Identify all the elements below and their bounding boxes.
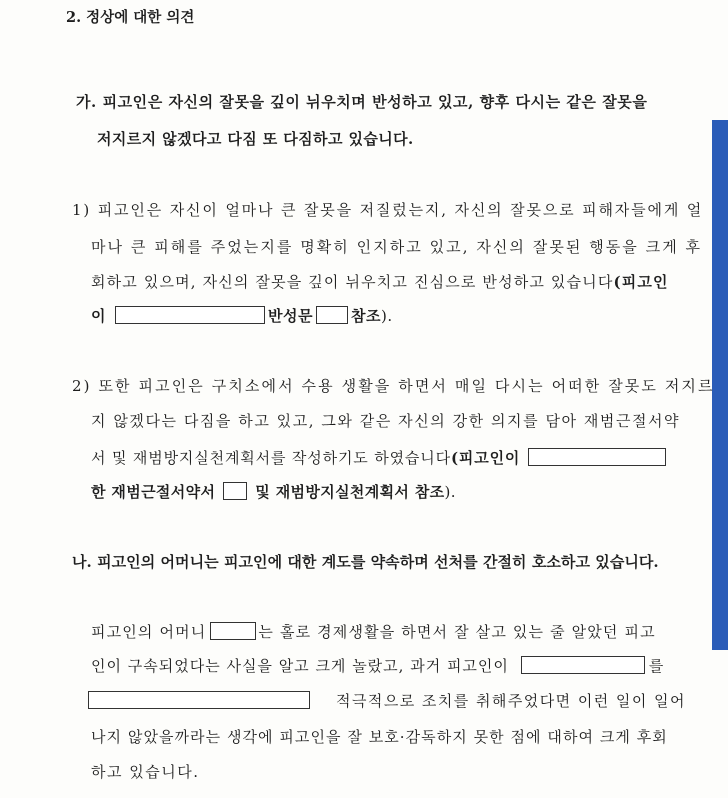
item1-line4-b: 반성문	[268, 307, 313, 325]
item2-line4-b: 및 재범방지실천계획서 참조	[255, 483, 445, 501]
point-ga-line2: 저지르지 않겠다고 다짐 또 다짐하고 있습니다.	[97, 130, 414, 148]
item1-line4-c: 참조	[350, 307, 381, 325]
point-na-line5: 하고 있습니다.	[91, 763, 200, 781]
item1-line4	[91, 306, 393, 326]
section-heading: 2. 정상에 대한 의견	[66, 9, 195, 26]
item2-line4-a: 한 재범근절서약서	[91, 483, 216, 501]
point-na-line3-text: 적극적으로 조치를 취해주었다면 이런 일이 일어	[336, 692, 686, 710]
redaction-box	[210, 622, 256, 640]
item2-line3-text: 서 및 재범방지실천계획서를 작성하기도 하였습니다	[91, 449, 451, 467]
point-na-line2-a: 인이 구속되었다는 사실을 알고 크게 놀랐고, 과거 피고인이	[91, 657, 509, 675]
item1-line4-d: ).	[380, 307, 393, 325]
item1-line4-a: 이	[91, 307, 106, 325]
item2-line3	[91, 448, 669, 468]
item2-line2: 지 않겠다는 다짐을 하고 있고, 그와 같은 자신의 강한 의지를 담아 재범근절서약	[91, 412, 681, 430]
item1-line3-text: 회하고 있으며, 자신의 잘못을 깊이 뉘우치고 진심으로 반성하고 있습니다	[91, 273, 614, 291]
item1-line3-bold: (피고인	[613, 273, 669, 291]
point-na-line1-a: 피고인의 어머니	[91, 623, 207, 641]
redaction-box	[521, 656, 645, 674]
item2-line3-bold: (피고인이	[450, 449, 521, 467]
point-na-heading: 나. 피고인의 어머니는 피고인에 대한 계도를 약속하며 선처를 간절히 호소하고 있습니다.	[72, 553, 659, 571]
redaction-box	[88, 691, 310, 709]
point-na-line2	[91, 656, 664, 676]
item1-line2: 마나 큰 피해를 주었는지를 명확히 인지하고 있고, 자신의 잘못된 행동을 크게 후	[91, 238, 703, 256]
redaction-box	[115, 306, 265, 324]
redaction-box	[223, 482, 247, 500]
redaction-box	[528, 448, 666, 466]
point-na-line1-b: 는 홀로 경제생활을 하면서 잘 살고 있는 줄 알았던 피고	[258, 623, 656, 641]
item2-line1: 2) 또한 피고인은 구치소에서 수용 생활을 하면서 매일 다시는 어떠한 잘못도 저지르	[72, 377, 715, 395]
point-na-line1	[91, 622, 656, 642]
point-ga-line1: 가. 피고인은 자신의 잘못을 깊이 뉘우치며 반성하고 있고, 향후 다시는 같은 잘못을	[76, 93, 648, 111]
item1-line3	[91, 272, 669, 292]
item2-line4	[91, 482, 456, 502]
item1-line1: 1) 피고인은 자신이 얼마나 큰 잘못을 저질렀는지, 자신의 잘못으로 피해자들에게 얼	[72, 201, 704, 219]
point-na-line4: 나지 않았을까라는 생각에 피고인을 잘 보호·감독하지 못한 점에 대하여 크게 후회	[91, 728, 668, 746]
redaction-box	[316, 306, 348, 324]
item2-line4-c: ).	[444, 483, 456, 501]
point-na-line2-b: 를	[648, 657, 665, 675]
point-na-line3	[91, 691, 686, 711]
